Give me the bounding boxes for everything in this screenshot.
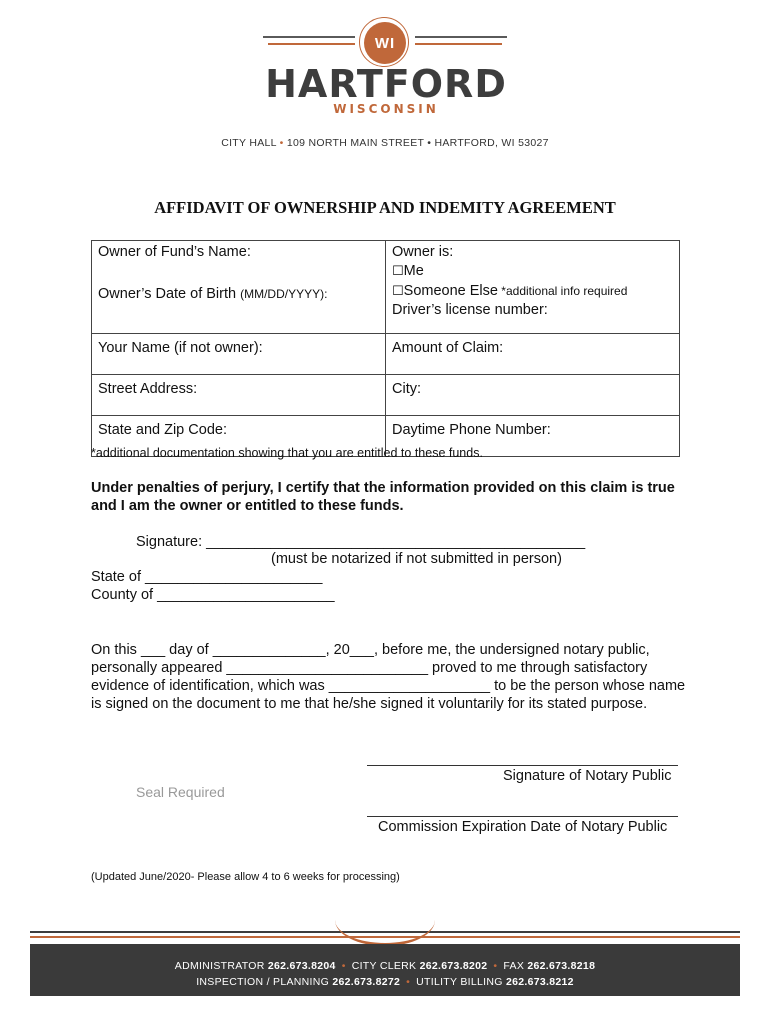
signature-line[interactable]: Signature: _______________________________________________ [136, 534, 586, 550]
logo-state-name: WISCONSIN [333, 102, 439, 116]
owner-is-cell [386, 241, 680, 334]
owner-name-label: Owner of Fund’s Name: [98, 244, 251, 260]
additional-info-note: *additional info required [497, 284, 628, 298]
owner-dob-label: Owner’s Date of Birth (MM/DD/YYYY): [98, 286, 328, 302]
footer-bullet: • [406, 976, 411, 988]
owner-name-cell[interactable] [92, 241, 386, 334]
footer-admin: ADMINISTRATOR 262.673.8204 [174, 960, 336, 972]
notarize-note: (must be notarized if not submitted in person) [271, 551, 562, 567]
table-row [92, 375, 680, 416]
updated-note: (Updated June/2020- Please allow 4 to 6 weeks for processing) [91, 871, 400, 883]
address-bullet: • [279, 137, 284, 149]
address-right: 109 NORTH MAIN STREET • HARTFORD, WI 53027 [286, 137, 549, 149]
street-label: Street Address: [98, 381, 198, 397]
amount-cell[interactable] [386, 334, 680, 375]
footer-notch [335, 920, 435, 946]
table-row [92, 241, 680, 334]
license-label[interactable]: Driver’s license number: [392, 302, 548, 318]
footer-clerk: CITY CLERK 262.673.8202 [351, 960, 488, 972]
logo-city-name: HARTFORD [265, 62, 507, 106]
owner-is-label: Owner is: [392, 244, 454, 260]
footer-bullet: • [493, 960, 498, 972]
option-someone-else[interactable]: ☐Someone Else *additional info required [392, 283, 628, 299]
footer-inspection: INSPECTION / PLANNING 262.673.8272 [196, 976, 401, 988]
state-of-line[interactable]: State of ______________________ [91, 569, 323, 585]
street-cell[interactable] [92, 375, 386, 416]
logo-rule-left-orange [268, 43, 355, 45]
table-row [92, 334, 680, 375]
page-title: AFFIDAVIT OF OWNERSHIP AND INDEMITY AGREEMENT [154, 198, 616, 217]
footer-fax: FAX 262.673.8218 [503, 960, 596, 972]
phone-label: Daytime Phone Number: [392, 422, 551, 438]
logo-rule-right-orange [415, 43, 502, 45]
seal-required: Seal Required [136, 784, 225, 800]
commission-label: Commission Expiration Date of Notary Public [378, 819, 668, 835]
notary-signature-rule[interactable] [367, 765, 678, 766]
notary-signature-label: Signature of Notary Public [503, 768, 672, 784]
logo-badge: WI [364, 22, 406, 64]
county-of-line[interactable]: County of ______________________ [91, 587, 335, 603]
city-hall-address [150, 137, 620, 149]
footer-row-1 [30, 960, 740, 972]
amount-label: Amount of Claim: [392, 340, 504, 356]
state-zip-label: State and Zip Code: [98, 422, 227, 438]
footer-utility: UTILITY BILLING 262.673.8212 [416, 976, 574, 988]
logo-rule-right-top [415, 36, 507, 38]
city-cell[interactable] [386, 375, 680, 416]
your-name-label: Your Name (if not owner): [98, 340, 263, 356]
footer-row-2 [30, 976, 740, 988]
checkbox-me[interactable]: ☐ [392, 264, 404, 279]
option-me[interactable]: ☐Me [392, 263, 424, 279]
your-name-cell[interactable] [92, 334, 386, 375]
notary-paragraph: On this ___ day of ______________, 20___, before me, the undersigned notary public, personally appeared _________________________ proved to me through satisfactory evidence of identification, which was ____________________ to be the person whose name is signed on the document to me that he/she signed it voluntarily for its stated purpose. [91, 642, 686, 712]
checkbox-someone-else[interactable]: ☐ [392, 284, 404, 299]
commission-rule[interactable] [367, 816, 678, 817]
address-left: CITY HALL [221, 137, 277, 149]
footer-bullet: • [341, 960, 346, 972]
dob-format: (MM/DD/YYYY): [240, 287, 328, 301]
claim-form-table [91, 240, 680, 457]
documentation-footnote: *additional documentation showing that you are entitled to these funds. [91, 446, 483, 460]
logo-rule-left-top [263, 36, 355, 38]
city-label: City: [392, 381, 421, 397]
perjury-statement: Under penalties of perjury, I certify that the information provided on this claim is true and I am the owner or entitled to these funds. [91, 480, 675, 514]
